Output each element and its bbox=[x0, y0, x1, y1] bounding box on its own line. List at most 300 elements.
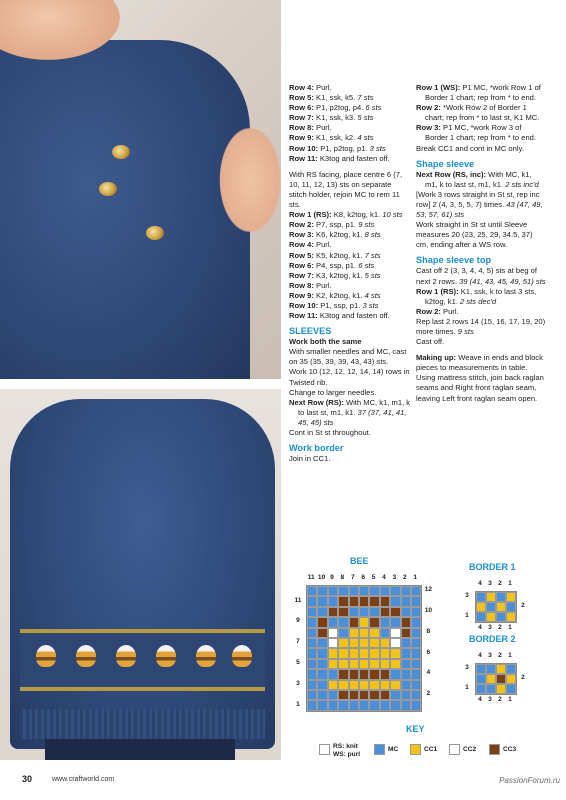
ribbed-hem bbox=[20, 709, 265, 739]
chart-cell bbox=[338, 596, 348, 606]
chart-cell bbox=[317, 617, 327, 627]
chart-cell bbox=[307, 586, 317, 596]
stitch-count: 3 sts bbox=[362, 300, 379, 310]
row-text: Work straight in St st until Sleeve measures 20 (23, 25, 29, 34.5, 37) cm, ending after a WS row. bbox=[416, 220, 533, 250]
sweater-shape bbox=[10, 399, 275, 749]
row-text: P4, ssp, p1. bbox=[313, 260, 359, 270]
chart-cell bbox=[506, 664, 516, 674]
chart-cell bbox=[496, 592, 506, 602]
chart-cell bbox=[369, 628, 379, 638]
chart-cell bbox=[307, 700, 317, 710]
chart-cell bbox=[307, 607, 317, 617]
chart-cell bbox=[401, 607, 411, 617]
chart-cell bbox=[411, 690, 421, 700]
chart-cell bbox=[307, 628, 317, 638]
column-number: 2 bbox=[498, 696, 502, 703]
row-number: 3 bbox=[465, 664, 469, 671]
bee-motif bbox=[156, 645, 176, 667]
instruction-row bbox=[289, 347, 411, 367]
instruction-row bbox=[416, 103, 546, 123]
row-text: Weave in ends and block pieces to measurements in table. Using mattress stitch, join back raglan seams and Right front raglan seam, leaving Left front raglan seam open. bbox=[416, 353, 544, 403]
chart-cell bbox=[369, 596, 379, 606]
chart-cell bbox=[411, 669, 421, 679]
row-number: 5 bbox=[296, 659, 300, 666]
chart-cell bbox=[411, 586, 421, 596]
key-swatch bbox=[319, 744, 330, 755]
key-label-line: RS: knit bbox=[333, 743, 358, 750]
row-number: 2 bbox=[521, 602, 525, 609]
chart-cell bbox=[359, 648, 369, 658]
section-heading: Shape sleeve bbox=[416, 158, 475, 169]
chart-cell bbox=[390, 628, 400, 638]
instruction-row bbox=[289, 230, 411, 240]
key-label-line: CC1 bbox=[424, 746, 438, 753]
row-number: 8 bbox=[426, 627, 431, 635]
key-swatch bbox=[410, 744, 421, 755]
row-label: Row 1 (WS): bbox=[416, 83, 461, 92]
chart-cell bbox=[506, 602, 516, 612]
chart-cell bbox=[307, 680, 317, 690]
row-text: K5, k2tog, k1. bbox=[313, 250, 365, 260]
row-text: With MC, k1, m1, k to last st, m1, k1. bbox=[298, 397, 411, 417]
chart-cell bbox=[317, 638, 327, 648]
chart-cell bbox=[369, 690, 379, 700]
chart-cell bbox=[338, 690, 348, 700]
row-number: 6 bbox=[426, 648, 431, 656]
chart-title: BORDER 2 bbox=[469, 634, 516, 644]
key-label-line: CC3 bbox=[503, 746, 517, 753]
row-text: Join in CC1. bbox=[289, 454, 331, 464]
instruction-row bbox=[289, 281, 411, 291]
stitch-count: 7 sts bbox=[357, 93, 374, 103]
row-text: Cast off 2 (3, 3, 4, 4, 5) sts at beg of next 2 rows. bbox=[416, 266, 538, 286]
instruction-row bbox=[289, 251, 411, 261]
chart-cell bbox=[401, 617, 411, 627]
chart-cell bbox=[401, 659, 411, 669]
key-label bbox=[388, 746, 398, 754]
chart-cell bbox=[476, 602, 486, 612]
column-number: 11 bbox=[307, 574, 315, 581]
chart-cell bbox=[317, 607, 327, 617]
chart-cell bbox=[380, 659, 390, 669]
column-number: 2 bbox=[498, 580, 502, 587]
instruction-row bbox=[289, 154, 411, 164]
row-text: Purl. bbox=[440, 306, 459, 316]
chart-cell bbox=[338, 617, 348, 627]
instruction-row bbox=[289, 123, 411, 133]
row-label: Row 2: bbox=[416, 306, 441, 316]
column-number: 1 bbox=[413, 574, 418, 581]
row-label: Making up: bbox=[416, 353, 457, 363]
chart-cell bbox=[338, 680, 348, 690]
chart-cell bbox=[411, 680, 421, 690]
chart-cell bbox=[390, 669, 400, 679]
stitch-count: 2 sts dec'd bbox=[460, 296, 497, 306]
row-text: Purl. bbox=[313, 83, 332, 92]
key-label-line: CC2 bbox=[463, 746, 477, 753]
instruction-row bbox=[289, 261, 411, 271]
row-text: K1, ssk, k3. bbox=[313, 113, 358, 123]
chart-cell bbox=[380, 638, 390, 648]
section-heading: Shape sleeve top bbox=[416, 255, 492, 266]
chart-cell bbox=[380, 680, 390, 690]
stitch-count: 5 sts bbox=[364, 270, 381, 280]
row-label: Row 3: bbox=[416, 123, 441, 133]
chart-cell bbox=[307, 659, 317, 669]
chart-cell bbox=[506, 612, 516, 622]
chart-cell bbox=[380, 669, 390, 679]
row-number: 2 bbox=[426, 690, 431, 698]
chart-cell bbox=[401, 586, 411, 596]
chart-cell bbox=[307, 669, 317, 679]
chart-cell bbox=[338, 700, 348, 710]
bee-motif bbox=[36, 645, 56, 667]
chart-cell bbox=[328, 607, 338, 617]
row-text: P1 MC, *work Row 1 of Border 1 chart; rep from * to end. bbox=[425, 83, 541, 103]
row-number: 12 bbox=[424, 586, 433, 594]
row-number: 7 bbox=[296, 638, 300, 646]
chart-cell bbox=[496, 684, 506, 694]
row-text: Rep last 2 rows 14 (15, 16, 17, 19, 20) more times. bbox=[416, 316, 546, 336]
chart-cell bbox=[390, 617, 400, 627]
row-label: Row 8: bbox=[289, 123, 314, 133]
chart-cell bbox=[369, 669, 379, 679]
stitch-count: 9 sts bbox=[457, 326, 474, 336]
chart-cell bbox=[486, 612, 496, 622]
chart-cell bbox=[317, 680, 327, 690]
section-heading: SLEEVES bbox=[289, 326, 332, 337]
instruction-row bbox=[289, 210, 411, 220]
chart-cell bbox=[359, 607, 369, 617]
chart-cell bbox=[369, 659, 379, 669]
instruction-row bbox=[289, 240, 411, 250]
row-number: 1 bbox=[465, 612, 469, 619]
row-number: 11 bbox=[294, 596, 302, 604]
page-number: 30 bbox=[22, 774, 33, 784]
chart-cell bbox=[390, 607, 400, 617]
chart-cell bbox=[496, 674, 506, 684]
row-text: P1 MC, *work Row 3 of Border 1 chart; rep from * to end. bbox=[425, 123, 537, 143]
stitch-count: 6 sts bbox=[365, 103, 382, 113]
chart-cell bbox=[380, 690, 390, 700]
row-label: Row 5: bbox=[289, 93, 314, 103]
chart-cell bbox=[338, 638, 348, 648]
row-label: Row 11: bbox=[289, 311, 318, 321]
chart-cell bbox=[359, 638, 369, 648]
chart-cell bbox=[359, 690, 369, 700]
column-number: 5 bbox=[371, 574, 376, 581]
bee-motif bbox=[196, 645, 216, 667]
chart-cell bbox=[317, 628, 327, 638]
row-text: Break CC1 and cont in MC only. bbox=[416, 143, 524, 153]
chart-cell bbox=[359, 586, 369, 596]
row-number: 3 bbox=[465, 592, 469, 599]
chart-cell bbox=[411, 648, 421, 658]
chart-cell bbox=[369, 700, 379, 710]
chart-cell bbox=[359, 669, 369, 679]
column-number: 3 bbox=[488, 696, 492, 703]
chart-cell bbox=[411, 659, 421, 669]
key-label bbox=[424, 746, 437, 754]
chart-cell bbox=[307, 638, 317, 648]
row-label: Row 6: bbox=[289, 260, 314, 270]
row-label: Row 2: bbox=[289, 220, 314, 230]
chart-cell bbox=[411, 607, 421, 617]
row-number: 4 bbox=[426, 669, 431, 677]
row-text: K3, k2tog, k1. bbox=[313, 270, 365, 280]
chart-cell bbox=[411, 628, 421, 638]
chart-cell bbox=[369, 586, 379, 596]
instructions-left-column bbox=[289, 83, 411, 464]
sweater-shape bbox=[0, 40, 250, 379]
chart-cell bbox=[359, 659, 369, 669]
stitch-count: 43 (47, 49, 53, 57, 61) sts bbox=[416, 199, 543, 220]
chart-cell bbox=[401, 628, 411, 638]
instruction-row bbox=[289, 454, 411, 464]
row-number: 1 bbox=[296, 700, 300, 708]
chart-cell bbox=[390, 690, 400, 700]
chart-cell bbox=[307, 648, 317, 658]
chart-cell bbox=[369, 680, 379, 690]
row-label: Row 2: bbox=[416, 103, 441, 113]
chart-cell bbox=[349, 648, 359, 658]
stitch-count: 37 (37, 41, 41, 45, 45) sts bbox=[298, 407, 407, 427]
row-text: K3tog and fasten off. bbox=[317, 153, 390, 163]
child-legs bbox=[45, 739, 235, 760]
chart-cell bbox=[307, 690, 317, 700]
chart-cell bbox=[390, 586, 400, 596]
chart-cell bbox=[328, 659, 338, 669]
column-number: 4 bbox=[478, 580, 482, 587]
row-label: Row 1 (RS): bbox=[416, 286, 459, 296]
instructions-right-column bbox=[416, 83, 546, 404]
row-text: P1, ssp, p1. bbox=[318, 300, 363, 310]
chart-cell bbox=[401, 690, 411, 700]
chart-cell bbox=[349, 596, 359, 606]
row-label: Row 7: bbox=[289, 270, 314, 280]
chart-cell bbox=[476, 684, 486, 694]
instruction-row bbox=[289, 170, 411, 210]
row-text: *Work Row 2 of Border 1 chart; rep from * to last st, K1 MC. bbox=[425, 103, 540, 123]
row-number: 3 bbox=[296, 679, 300, 687]
row-label: Next Row (RS): bbox=[289, 397, 344, 407]
row-text: With smaller needles and MC, cast on 35 (35, 39, 39, 43, 43) sts. bbox=[289, 347, 407, 367]
chart-cell bbox=[307, 617, 317, 627]
chart-cell bbox=[328, 690, 338, 700]
child-chin bbox=[0, 0, 120, 60]
chart-cell bbox=[317, 648, 327, 658]
instruction-row bbox=[289, 271, 411, 281]
bee-motif bbox=[232, 645, 252, 667]
row-label: Row 10: bbox=[289, 300, 319, 310]
column-number: 4 bbox=[478, 624, 482, 631]
key-swatch bbox=[489, 744, 500, 755]
bee-border-band bbox=[20, 629, 265, 691]
chart-cell bbox=[349, 638, 359, 648]
bee-button bbox=[112, 145, 130, 159]
key-swatch bbox=[374, 744, 385, 755]
chart-cell bbox=[317, 700, 327, 710]
instruction-row bbox=[289, 103, 411, 113]
chart-cell bbox=[317, 586, 327, 596]
instruction-row bbox=[416, 337, 546, 347]
row-text: K1, ssk, k2. bbox=[313, 133, 358, 143]
row-label: Next Row (RS, inc): bbox=[416, 169, 487, 179]
chart-cell bbox=[349, 700, 359, 710]
chart-cell bbox=[380, 628, 390, 638]
stitch-count: 9 sts bbox=[358, 220, 375, 230]
column-number: 8 bbox=[340, 574, 345, 581]
column-number: 3 bbox=[488, 580, 492, 587]
column-number: 9 bbox=[330, 574, 334, 581]
chart-cell bbox=[328, 669, 338, 679]
chart-cell bbox=[328, 648, 338, 658]
chart-cell bbox=[338, 607, 348, 617]
key-title: KEY bbox=[406, 724, 425, 734]
instruction-row bbox=[289, 291, 411, 301]
chart-cell bbox=[401, 680, 411, 690]
chart-cell bbox=[349, 659, 359, 669]
chart-cell bbox=[506, 592, 516, 602]
instruction-row bbox=[289, 93, 411, 103]
column-number: 6 bbox=[361, 574, 366, 581]
row-text: Purl. bbox=[313, 123, 332, 133]
row-text: With MC, k1, m1, k to last st, m1, k1. bbox=[425, 169, 532, 189]
key-label bbox=[333, 743, 360, 759]
key-swatch bbox=[449, 744, 460, 755]
chart-cell bbox=[328, 586, 338, 596]
chart-cell bbox=[486, 602, 496, 612]
row-text: Change to larger needles. bbox=[289, 387, 377, 397]
chart-cell bbox=[496, 664, 506, 674]
column-number: 4 bbox=[478, 652, 482, 659]
sweater-shoulder-photo bbox=[0, 0, 281, 379]
stitch-count: 4 sts bbox=[364, 290, 381, 300]
key-label bbox=[463, 746, 476, 754]
instruction-row bbox=[416, 266, 546, 286]
instruction-row bbox=[416, 170, 546, 190]
chart-cell bbox=[506, 684, 516, 694]
chart-cell bbox=[349, 690, 359, 700]
chart-cell bbox=[390, 700, 400, 710]
chart-cell bbox=[486, 664, 496, 674]
row-text: With RS facing, place centre 6 (7, 10, 11, 12, 13) sts on separate stitch holder, rejoin MC to rem 11 sts. bbox=[289, 169, 403, 210]
chart-cell bbox=[328, 638, 338, 648]
column-number: 2 bbox=[498, 624, 502, 631]
chart-cell bbox=[411, 617, 421, 627]
chart-cell bbox=[359, 700, 369, 710]
row-text: K1, ssk, k5. bbox=[313, 93, 358, 103]
column-number: 3 bbox=[392, 574, 397, 581]
instruction-row bbox=[289, 398, 411, 428]
chart-cell bbox=[390, 680, 400, 690]
footer-website: www.craftworld.com bbox=[52, 776, 115, 783]
chart-cell bbox=[328, 596, 338, 606]
chart-cell bbox=[486, 684, 496, 694]
row-number: 1 bbox=[465, 684, 469, 691]
column-number: 3 bbox=[488, 624, 492, 631]
chart-cell bbox=[496, 602, 506, 612]
chart-title: BORDER 1 bbox=[469, 562, 516, 572]
row-text: Work 10 (12, 12, 12, 14, 14) rows in Twisted rib. bbox=[289, 367, 410, 387]
chart-cell bbox=[328, 680, 338, 690]
instruction-row bbox=[416, 220, 546, 250]
subheading: Work both the same bbox=[289, 337, 362, 347]
row-label: Row 10: bbox=[289, 143, 319, 153]
row-label: Row 3: bbox=[289, 230, 314, 240]
row-text: K3tog and fasten off. bbox=[317, 311, 390, 321]
column-number: 7 bbox=[350, 574, 355, 581]
chart-cell bbox=[486, 674, 496, 684]
row-text: P7, ssp, p1. bbox=[313, 220, 359, 230]
chart-cell bbox=[317, 596, 327, 606]
chart-cell bbox=[401, 596, 411, 606]
stitch-count: 7 sts bbox=[364, 250, 381, 260]
row-label: Row 9: bbox=[289, 290, 314, 300]
bee-motif bbox=[76, 645, 96, 667]
sweater-back-photo bbox=[0, 389, 281, 760]
bee-button bbox=[146, 226, 164, 240]
chart-cell bbox=[401, 669, 411, 679]
row-number: 10 bbox=[424, 607, 433, 614]
chart-cell bbox=[411, 596, 421, 606]
chart-cell bbox=[390, 659, 400, 669]
instruction-row bbox=[416, 190, 546, 220]
chart-cell bbox=[328, 628, 338, 638]
chart-cell bbox=[401, 638, 411, 648]
chart-cell bbox=[338, 628, 348, 638]
chart-cell bbox=[486, 592, 496, 602]
row-label: Row 9: bbox=[289, 133, 314, 143]
chart-grid bbox=[475, 591, 517, 623]
chart-cell bbox=[401, 700, 411, 710]
instruction-row bbox=[416, 317, 546, 337]
row-text: K8, k2tog, k1. bbox=[331, 210, 383, 220]
stitch-count: 4 sts bbox=[357, 133, 374, 143]
chart-cell bbox=[390, 648, 400, 658]
child-hand bbox=[215, 120, 281, 240]
section-heading: Work border bbox=[289, 443, 344, 454]
row-text: K1, ssk, k to last 3 sts, k2tog, k1. bbox=[425, 286, 537, 306]
chart-cell bbox=[349, 628, 359, 638]
chart-grid bbox=[306, 585, 422, 712]
row-label: Row 7: bbox=[289, 113, 314, 123]
row-text: K6, k2tog, k1. bbox=[313, 230, 365, 240]
chart-cell bbox=[506, 674, 516, 684]
chart-cell bbox=[390, 596, 400, 606]
row-text: [Work 3 rows straight in St st, rep inc row] 2 (4, 3, 5, 5, 7) times. bbox=[416, 189, 540, 209]
column-number: 4 bbox=[382, 574, 386, 581]
row-text: P1, p2tog, p1. bbox=[318, 143, 370, 153]
bee-button bbox=[99, 182, 117, 196]
stitch-count: 2 sts inc'd bbox=[505, 179, 539, 189]
chart-cell bbox=[349, 607, 359, 617]
chart-cell bbox=[338, 669, 348, 679]
row-label: Row 4: bbox=[289, 240, 314, 250]
instruction-row bbox=[289, 367, 411, 387]
chart-cell bbox=[411, 638, 421, 648]
chart-cell bbox=[369, 607, 379, 617]
chart-cell bbox=[380, 700, 390, 710]
instruction-row bbox=[289, 144, 411, 154]
chart-cell bbox=[411, 700, 421, 710]
instruction-row bbox=[416, 83, 546, 103]
row-label: Row 11: bbox=[289, 153, 318, 163]
chart-cell bbox=[328, 617, 338, 627]
chart-cell bbox=[476, 674, 486, 684]
column-number: 2 bbox=[498, 652, 502, 659]
chart-grid bbox=[475, 663, 517, 695]
